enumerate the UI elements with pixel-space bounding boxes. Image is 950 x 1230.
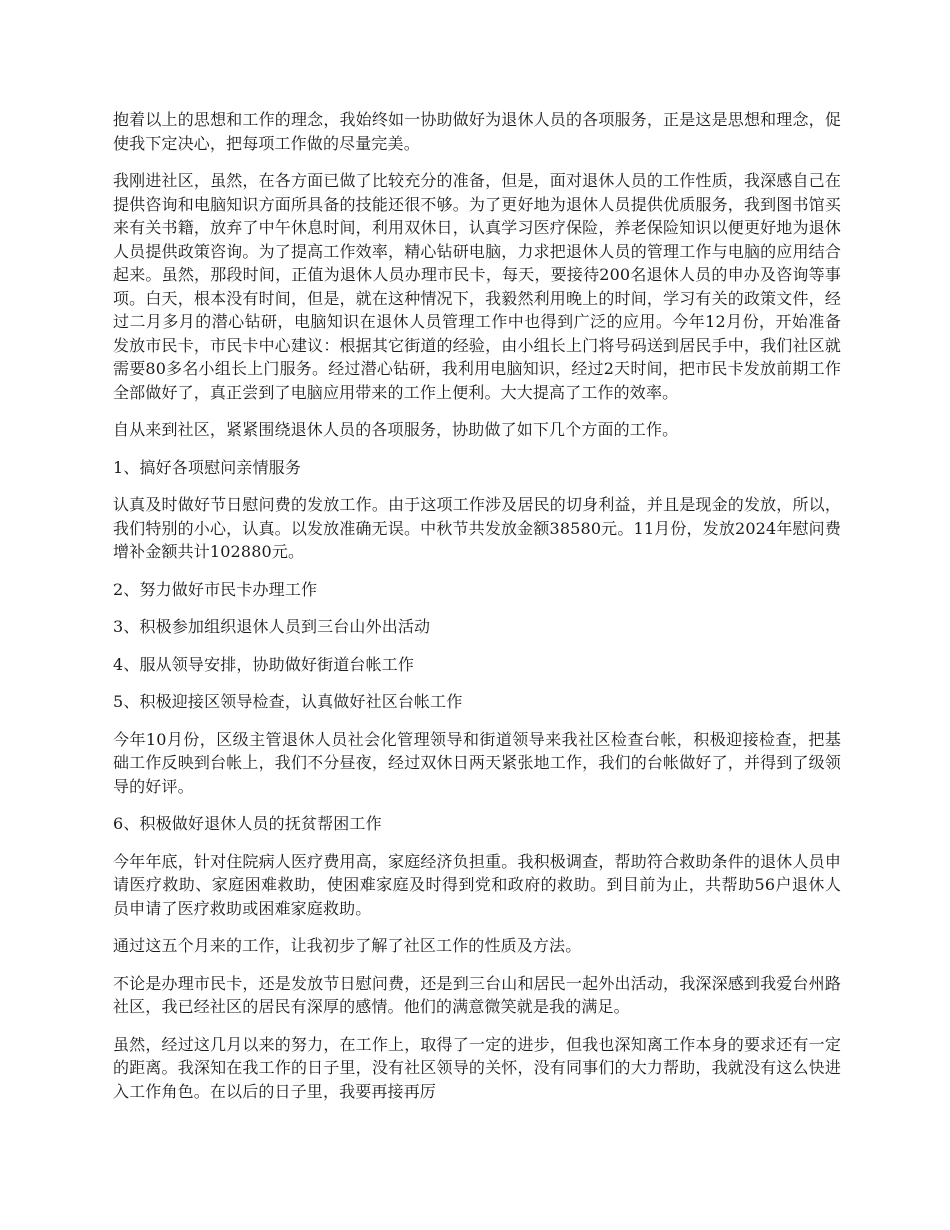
paragraph-5: 今年10月份，区级主管退休人员社会化管理领导和街道领导来我社区检查台帐，积极迎接检查，把基础工作反映到台帐上，我们不分昼夜，经过双休日两天紧张地工作，我们的台帐做好了，并得到了级领导的好评。: [113, 729, 841, 796]
section-heading-4: 4、服从领导安排，协助做好街道台帐工作: [113, 654, 415, 674]
section-heading-5: 5、积极迎接区领导检查，认真做好社区台帐工作: [113, 692, 463, 711]
paragraph-4: 认真及时做好节日慰问费的发放工作。由于这项工作涉及居民的切身利益，并且是现金的发放，所以，我们特别的小心，认真。以发放准确无误。中秋节共发放金额38580元。11月份，发放2024年慰问费增补金额共计102880元。: [113, 495, 841, 561]
paragraph-8: 不论是办理市民卡，还是发放节日慰问费，还是到三台山和居民一起外出活动，我深深感到我爱台州路社区，我已经社区的居民有深厚的感情。他们的满意微笑就是我的满足。: [113, 973, 841, 1016]
paragraph-1: 抱着以上的思想和工作的理念，我始终如一协助做好为退休人员的各项服务，正是这是思想和理念，促使我下定决心，把每项工作做的尽量完美。: [113, 110, 841, 153]
section-heading-6: 6、积极做好退休人员的抚贫帮困工作: [113, 814, 382, 833]
section-heading-3: 3、积极参加组织退休人员到三台山外出活动: [113, 617, 431, 636]
paragraph-3: 自从来到社区，紧紧围绕退休人员的各项服务，协助做了如下几个方面的工作。: [113, 420, 679, 439]
paragraph-9: 虽然，经过这几月以来的努力，在工作上，取得了一定的进步，但我也深知离工作本身的要求还有一定的距离。我深知在我工作的日子里，没有社区领导的关怀，没有同事们的大力帮助，我就没有这么快进入工作角色。在以后的日子里，我要再接再厉: [113, 1034, 841, 1101]
paragraph-7: 通过这五个月来的工作，让我初步了解了社区工作的性质及方法。: [113, 936, 582, 955]
document-page: [113, 108, 841, 1117]
section-heading-2: 2、努力做好市民卡办理工作: [113, 579, 318, 599]
section-heading-1: 1、搞好各项慰问亲情服务: [113, 457, 301, 477]
paragraph-6: 今年年底，针对住院病人医疗费用高，家庭经济负担重。我积极调查，帮助符合救助条件的退休人员申请医疗救助、家庭困难救助，使困难家庭及时得到党和政府的救助。到目前为止，共帮助56户退休人员申请了医疗救助或困难家庭救助。: [113, 851, 841, 918]
paragraph-2: 我刚进社区，虽然，在各方面已做了比较充分的准备，但是，面对退休人员的工作性质，我深感自己在提供咨询和电脑知识方面所具备的技能还很不够。为了更好地为退休人员提供优质服务，我到图书馆买来有关书籍，放弃了中午休息时间，利用双休日，认真学习医疗保险，养老保险知识以便更好地为退休人员提供政策咨询。为了提高工作效率，精心钻研电脑，力求把退休人员的管理工作与电脑的应用结合起来。虽然，那段时间，正值为退休人员办理市民卡，每天，要接待200名退休人员的申办及咨询等事项。白天，根本没有时间，但是，就在这种情况下，我毅然利用晚上的时间，学习有关的政策文件，经过二月多月的潜心钻研，电脑知识在退休人员管理工作中也得到广泛的应用。今年12月份，开始准备发放市民卡，市民卡中心建议：根据其它街道的经验，由小组长上门将号码送到居民手中，我们社区就需要80多名小组长上门服务。经过潜心钻研，我利用电脑知识，经过2天时间，把市民卡发放前期工作全部做好了，真正尝到了电脑应用带来的工作上便利。大大提高了工作的效率。: [113, 171, 841, 402]
